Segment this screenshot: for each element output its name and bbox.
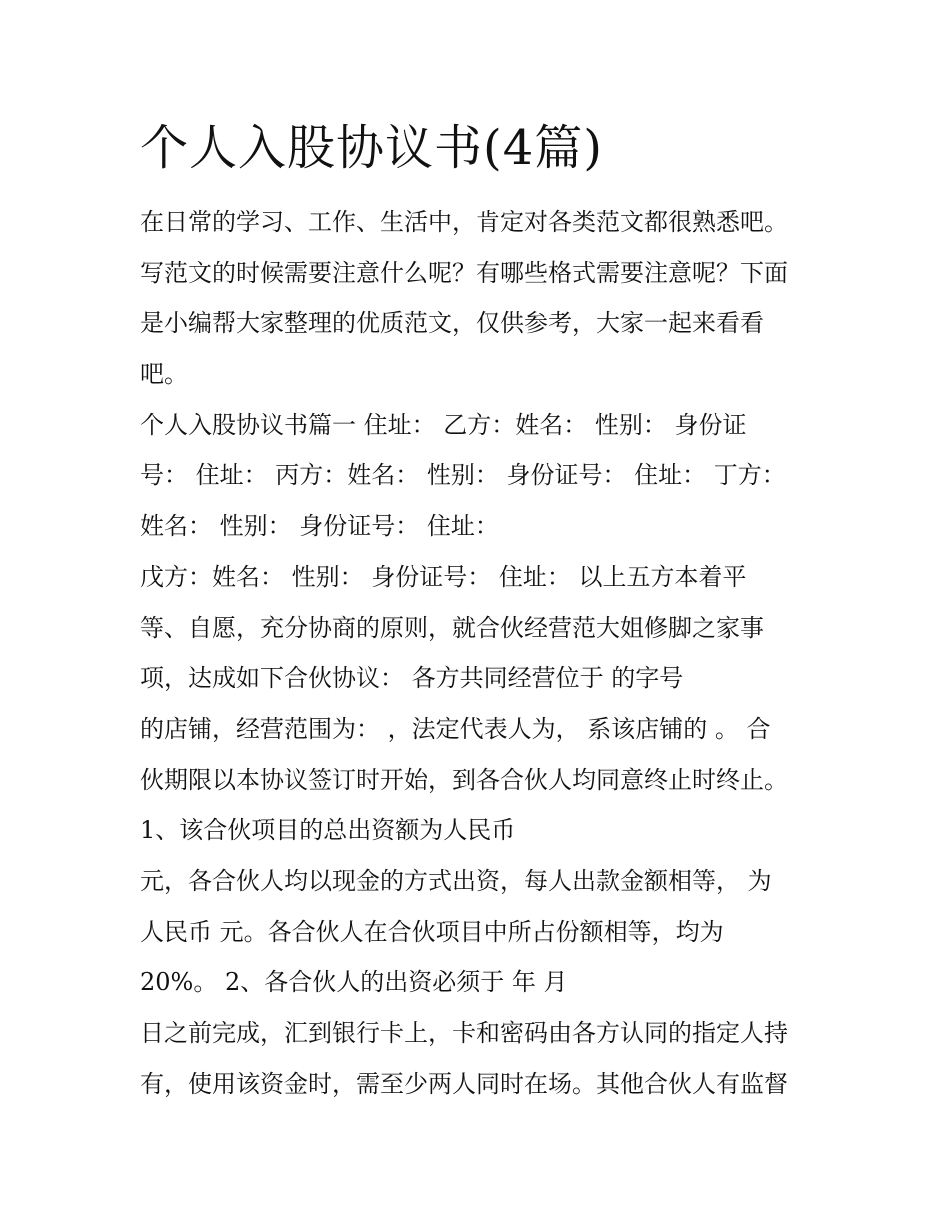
body-line: 1、该合伙项目的总出资额为人民币 — [140, 816, 516, 845]
body-line: 日之前完成，汇到银行卡上，卡和密码由各方认同的指定人持 — [140, 1019, 788, 1047]
body-line: 写范文的时候需要注意什么呢？有哪些格式需要注意呢？下面 — [140, 258, 788, 287]
document-body — [140, 197, 840, 1109]
body-line: 20%。 2、各合伙人的出资必须于 年 月 — [140, 968, 568, 997]
body-line: 姓名： 性别： 身份证号： 住址： — [140, 512, 499, 541]
body-line: 等、自愿，充分协商的原则，就合伙经营范大姐修脚之家事 — [140, 613, 764, 642]
body-line: 吧。 — [140, 360, 188, 389]
body-line: 的店铺，经营范围为： ，法定代表人为， 系该店铺的 。 合 — [140, 714, 771, 743]
body-line: 个人入股协议书篇一 住址： 乙方：姓名： 性别： 身份证 — [140, 410, 747, 439]
body-line: 是小编帮大家整理的优质范文，仅供参考，大家一起来看看 — [140, 309, 764, 338]
body-line: 元，各合伙人均以现金的方式出资，每人出款金额相等， 为 — [140, 866, 772, 895]
body-line: 有，使用该资金时，需至少两人同时在场。其他合伙人有监督 — [140, 1069, 788, 1098]
body-line: 项，达成如下合伙协议： 各方共同经营位于 的字号 — [140, 664, 684, 693]
body-line: 在日常的学习、工作、生活中，肯定对各类范文都很熟悉吧。 — [140, 208, 788, 236]
body-line: 戊方：姓名： 性别： 身份证号： 住址： 以上五方本着平 — [140, 562, 747, 591]
document-title: 个人入股协议书(4篇) — [140, 120, 603, 176]
body-line: 伙期限以本协议签订时开始，到各合伙人均同意终止时终止。 — [140, 765, 788, 794]
body-line: 号： 住址： 丙方：姓名： 性别： 身份证号： 住址： 丁方： — [140, 461, 786, 490]
body-line: 人民币 元。各合伙人在合伙项目中所占份额相等，均为 — [140, 917, 724, 946]
